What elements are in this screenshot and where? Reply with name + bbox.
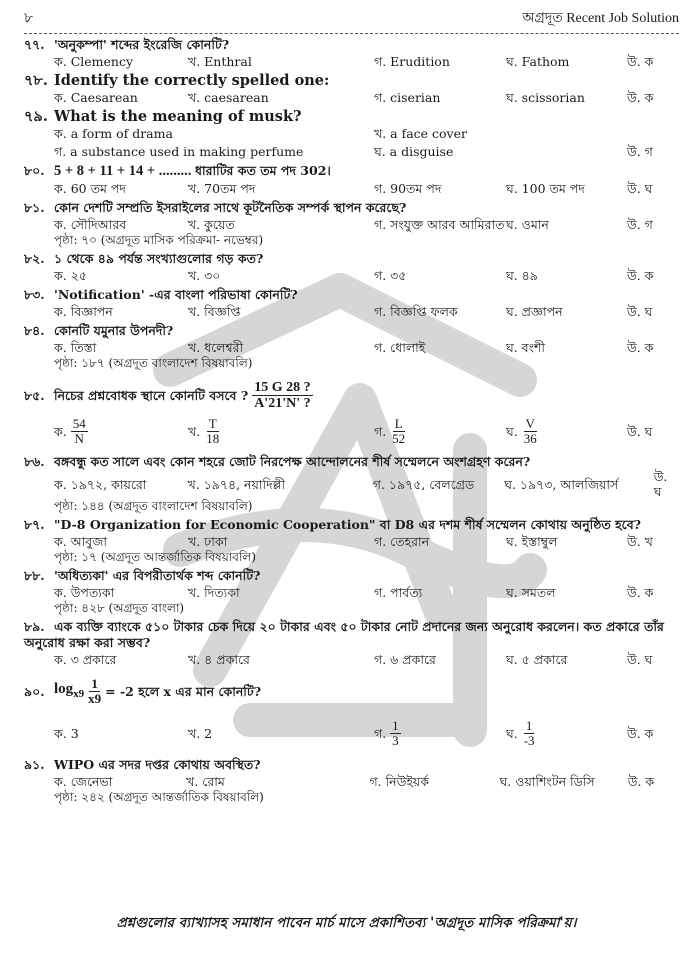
page-reference: পৃষ্ঠা: ২৪২ (অগ্রদূত আন্তর্জাতিক বিষয়াবলি) bbox=[54, 790, 264, 804]
option-d: ঘ. 100 তম পদ bbox=[506, 180, 585, 196]
option-a: ক. $\frac{54}{N}$ bbox=[54, 415, 86, 446]
letter-code-fraction bbox=[252, 380, 312, 411]
option-d: ঘ. ১৯৭৩, আলজিয়ার্স bbox=[504, 476, 619, 492]
question-91: ৯১. WIPO এর সদর দপ্তর কোথায় অবস্থিত? ক. জেনেভা খ. রোম গ. নিউইয়র্ক ঘ. ওয়াশিংটন ডিসি উ. ক পৃষ্ঠা: ২৪২ (অগ্রদূত আন্তর্জাতিক বিষয়াবলি) bbox=[24, 754, 679, 805]
question-text: Identify the correctly spelled one: bbox=[54, 72, 330, 89]
page-footer-note: প্রশ্নগুলোর ব্যাখ্যাসহ সমাধান পাবেন মার্চ মাসে প্রকাশিতব্য 'অগ্রদূত মাসিক পরিক্রমা'য়। bbox=[116, 915, 577, 931]
option-c: গ. ৩৫ bbox=[374, 267, 407, 283]
option-b: খ. ৪ প্রকারে bbox=[188, 651, 250, 667]
question-82: ৮২. ১ থেকে ৪৯ পর্যন্ত সংখ্যাগুলোর গড় কত? ক. ২৫ খ. ৩০ গ. ৩৫ ঘ. ৪৯ উ. ক bbox=[24, 248, 679, 284]
option-c: গ. নিউইয়র্ক bbox=[369, 773, 429, 789]
answer: উ. ক bbox=[627, 89, 654, 105]
option-c: গ. 90তম পদ bbox=[374, 180, 442, 196]
log-expression: $\log_{x9}$ bbox=[54, 680, 85, 700]
option-a: ক. 60 তম পদ bbox=[54, 180, 126, 196]
option-a: ক. সৌদিআরব bbox=[54, 216, 127, 232]
option-a: ক. 3 bbox=[54, 725, 79, 741]
option-a: ক. জেনেভা bbox=[54, 773, 113, 789]
question-text: ধারাটির কত তম পদ 302। bbox=[195, 163, 331, 178]
answer: উ. খ bbox=[627, 533, 653, 549]
option-b: খ. ১৯৭৪, নয়াদিল্লী bbox=[187, 476, 286, 492]
page-reference: পৃষ্ঠা: ৭০ (অগ্রদূত মাসিক পরিক্রমা- নভেম্বর) bbox=[54, 233, 264, 247]
question-text: নিচের প্রশ্নবোধক স্থানে কোনটি বসবে ? bbox=[54, 388, 249, 403]
question-85: ৮৫. নিচের প্রশ্নবোধক স্থানে কোনটি বসবে ? $\frac{15 G 28 ?}{A'21'N' ?}$ ক. $\frac{54}{N}$ খ. $\frac{T}{18}$ গ. $\frac{L}{52}$ ঘ. $\frac{V}{36}$ উ. ঘ bbox=[24, 377, 679, 451]
brand-title: অগ্রদূত Recent Job Solution bbox=[522, 11, 679, 26]
option-c: গ. তেহরান bbox=[374, 533, 430, 549]
answer: উ. ক bbox=[627, 584, 654, 600]
option-b: খ. ঢাকা bbox=[188, 533, 228, 549]
option-a: ক. তিস্তা bbox=[54, 339, 97, 355]
question-77: ৭৭. 'অনুকম্পা' শব্দের ইংরেজি কোনটি? ক. Clemency খ. Enthral গ. Erudition ঘ. Fathom উ. ক bbox=[24, 34, 679, 70]
question-text: = -2 হলে x এর মান কোনটি? bbox=[105, 684, 262, 699]
option-d: ঘ. a disguise bbox=[374, 143, 454, 159]
option-b: খ. কুয়েত bbox=[188, 216, 235, 232]
option-d: ঘ. $\frac{1}{-3}$ bbox=[506, 717, 535, 748]
answer: উ. ক bbox=[627, 53, 654, 69]
question-80: ৮০. 5 + 8 + 11 + 14 + ......... ধারাটির কত তম পদ 302। ক. 60 তম পদ খ. 70তম পদ গ. 90তম পদ ঘ. 100 তম পদ উ. ঘ bbox=[24, 160, 679, 197]
option-b: খ. a face cover bbox=[374, 125, 467, 141]
question-87: ৮৭. "D-8 Organization for Economic Cooperation" বা D8 এর দশম শীর্ষ সম্মেলন কোথায় অনুষ্ঠিত হবে? ক. আবুজা খ. ঢাকা গ. তেহরান ঘ. ইস্তাম্বুল উ. খ পৃষ্ঠা: ১৭ (অগ্রদূত আন্তর্জাতিক বিষয়াবলি) bbox=[24, 514, 679, 565]
question-text: 'অনুকম্পা' শব্দের ইংরেজি কোনটি? bbox=[54, 37, 230, 52]
log-fraction: $\frac{1}{x9}$ bbox=[88, 676, 102, 706]
option-c: গ. ১৯৭৫, বেলগ্রেড bbox=[372, 476, 475, 492]
option-b: খ. 70তম পদ bbox=[188, 180, 256, 196]
answer: উ. ক bbox=[627, 267, 654, 283]
option-a: ক. ১৯৭২, কায়রো bbox=[54, 476, 147, 492]
option-c: গ. পার্বত্য bbox=[374, 584, 423, 600]
question-89: ৮৯. এক ব্যক্তি ব্যাংকে ৫১০ টাকার চেক দিয়ে ২০ টাকার এবং ৫০ টাকার নোট প্রদানের জন্য অনুরোধ করলেন। কত প্রকারে তাঁর অনুরোধ রক্ষা করা সম্ভব? ক. ৩ প্রকারে খ. ৪ প্রকারে গ. ৬ প্রকারে ঘ. ৫ প্রকারে উ. ঘ bbox=[24, 616, 679, 668]
option-b: খ. দিত্যকা bbox=[188, 584, 240, 600]
option-d: ঘ. ৫ প্রকারে bbox=[506, 651, 568, 667]
page-number: ৮ bbox=[24, 10, 34, 26]
question-text: "D-8 Organization for Economic Cooperation" বা D8 এর দশম শীর্ষ সম্মেলন কোথায় অনুষ্ঠিত হবে? bbox=[54, 517, 641, 532]
option-b: খ. রোম bbox=[186, 773, 225, 789]
option-a: ক. উপত্যকা bbox=[54, 584, 115, 600]
option-a: ক. আবুজা bbox=[54, 533, 108, 549]
option-d: ঘ. প্রজ্ঞাপন bbox=[506, 303, 563, 319]
code-bottom: A'21'N' ? bbox=[254, 396, 311, 411]
option-c: গ. $\frac{L}{52}$ bbox=[374, 415, 406, 446]
option-d: ঘ. সমতল bbox=[506, 584, 556, 600]
option-d: ঘ. $\frac{V}{36}$ bbox=[506, 415, 537, 446]
option-b: খ. Enthral bbox=[188, 53, 252, 69]
answer: উ. ক bbox=[627, 725, 654, 741]
option-a: ক. ২৫ bbox=[54, 267, 87, 283]
question-79: ৭৯. What is the meaning of musk? ক. a form of drama খ. a face cover গ. a substance used in making perfume ঘ. a disguise উ. গ bbox=[24, 106, 679, 160]
answer: উ. ঘ bbox=[653, 469, 668, 499]
option-b: খ. $\frac{T}{18}$ bbox=[188, 415, 220, 446]
option-a: ক. Caesarean bbox=[54, 89, 138, 105]
option-a: ক. Clemency bbox=[54, 53, 134, 69]
option-d: ঘ. ওয়াশিংটন ডিসি bbox=[499, 773, 595, 789]
question-text: WIPO এর সদর দপ্তর কোথায় অবস্থিত? bbox=[54, 757, 261, 772]
answer: উ. ক bbox=[627, 773, 655, 789]
question-84: ৮৪. কোনটি যমুনার উপনদী? ক. তিস্তা খ. ধলেশ্বরী গ. ধোলাই ঘ. বংশী উ. ক পৃষ্ঠা: ১৮৭ (অগ্রদূত বাংলাদেশ বিষয়াবলি) bbox=[24, 320, 679, 371]
option-c: গ. ধোলাই bbox=[374, 339, 426, 355]
question-81: ৮১. কোন দেশটি সম্প্রতি ইসরাইলের সাথে কূটনৈতিক সম্পর্ক স্থাপন করেছে? ক. সৌদিআরব খ. কুয়েত গ. সংযুক্ত আরব আমিরাত ঘ. ওমান উ. গ পৃষ্ঠা: ৭০ (অগ্রদূত মাসিক পরিক্রমা- নভেম্বর) bbox=[24, 197, 679, 248]
option-d: ঘ. scissorian bbox=[506, 89, 585, 105]
option-c: গ. Erudition bbox=[374, 53, 450, 69]
question-text: 'অধিত্যকা' এর বিপরীতার্থক শব্দ কোনটি? bbox=[54, 568, 261, 583]
page-reference: পৃষ্ঠা: ১৭ (অগ্রদূত আন্তর্জাতিক বিষয়াবলি) bbox=[54, 550, 257, 564]
answer: উ. ঘ bbox=[627, 303, 653, 319]
question-text-continued: অনুরোধ রক্ষা করা সম্ভব? bbox=[24, 635, 151, 650]
option-c: গ. ৬ প্রকারে bbox=[374, 651, 436, 667]
option-b: খ. 2 bbox=[188, 725, 213, 741]
question-text: কোন দেশটি সম্প্রতি ইসরাইলের সাথে কূটনৈতিক সম্পর্ক স্থাপন করেছে? bbox=[54, 200, 407, 215]
option-b: খ. ধলেশ্বরী bbox=[188, 339, 244, 355]
option-d: ঘ. ইস্তাম্বুল bbox=[506, 533, 558, 549]
page-reference: পৃষ্ঠা: ৪২৮ (অগ্রদূত বাংলা) bbox=[54, 601, 185, 615]
option-b: খ. বিজ্ঞপ্তি bbox=[188, 303, 241, 319]
option-b: খ. caesarean bbox=[188, 89, 269, 105]
option-d: ঘ. বংশী bbox=[506, 339, 545, 355]
question-78: ৭৮. Identify the correctly spelled one: ক. Caesarean খ. caesarean গ. ciserian ঘ. scissorian উ. ক bbox=[24, 70, 679, 106]
option-d: ঘ. ওমান bbox=[506, 216, 549, 232]
question-86: ৮৬. বঙ্গবন্ধু কত সালে এবং কোন শহরে জোট নিরপেক্ষ আন্দোলনের শীর্ষ সম্মেলনে অংশগ্রহণ করেন? ক. ১৯৭২, কায়রো খ. ১৯৭৪, নয়াদিল্লী গ. ১৯৭৫, বেলগ্রেড ঘ. ১৯৭৩, আলজিয়ার্স উ. ঘ পৃষ্ঠা: ১৪৪ (অগ্রদূত বাংলাদেশ বিষয়াবলি) bbox=[24, 451, 679, 514]
option-c: গ. $\frac{1}{3}$ bbox=[374, 717, 399, 748]
question-text: বঙ্গবন্ধু কত সালে এবং কোন শহরে জোট নিরপেক্ষ আন্দোলনের শীর্ষ সম্মেলনে অংশগ্রহণ করেন? bbox=[54, 454, 531, 469]
option-d: ঘ. Fathom bbox=[506, 53, 570, 69]
option-c: গ. সংযুক্ত আরব আমিরাত bbox=[374, 216, 505, 232]
page-reference: পৃষ্ঠা: ১৮৭ (অগ্রদূত বাংলাদেশ বিষয়াবলি) bbox=[54, 356, 253, 370]
page-reference: পৃষ্ঠা: ১৪৪ (অগ্রদূত বাংলাদেশ বিষয়াবলি) bbox=[54, 499, 253, 513]
code-top: 15 G 28 ? bbox=[254, 380, 311, 395]
answer: উ. ঘ bbox=[627, 180, 653, 196]
question-text: এক ব্যক্তি ব্যাংকে ৫১০ টাকার চেক দিয়ে ২০ টাকার এবং ৫০ টাকার নোট প্রদানের জন্য অনুরোধ করলেন। কত প্রকারে তাঁর bbox=[54, 619, 664, 634]
option-a: ক. a form of drama bbox=[54, 125, 173, 141]
option-c: গ. ciserian bbox=[374, 89, 441, 105]
answer: উ. ঘ bbox=[627, 651, 653, 667]
option-c: গ. বিজ্ঞপ্তি ফলক bbox=[374, 303, 458, 319]
question-83: ৮৩. 'Notification' -এর বাংলা পরিভাষা কোনটি? ক. বিজ্ঞাপন খ. বিজ্ঞপ্তি গ. বিজ্ঞপ্তি ফলক ঘ. প্রজ্ঞাপন উ. ঘ bbox=[24, 284, 679, 320]
question-88: ৮৮. 'অধিত্যকা' এর বিপরীতার্থক শব্দ কোনটি? ক. উপত্যকা খ. দিত্যকা গ. পার্বত্য ঘ. সমতল উ. ক পৃষ্ঠা: ৪২৮ (অগ্রদূত বাংলা) bbox=[24, 565, 679, 616]
option-a: ক. ৩ প্রকারে bbox=[54, 651, 117, 667]
question-text: What is the meaning of musk? bbox=[54, 108, 302, 125]
option-c: গ. a substance used in making perfume bbox=[54, 143, 304, 159]
option-a: ক. বিজ্ঞাপন bbox=[54, 303, 113, 319]
answer: উ. ঘ bbox=[627, 423, 653, 439]
page-header bbox=[24, 0, 679, 34]
answer: উ. ক bbox=[627, 339, 654, 355]
option-b: খ. ৩০ bbox=[188, 267, 221, 283]
series-expression: 5 + 8 + 11 + 14 + ......... bbox=[54, 163, 195, 179]
option-d: ঘ. ৪৯ bbox=[506, 267, 538, 283]
question-text: কোনটি যমুনার উপনদী? bbox=[54, 323, 174, 338]
question-text: 'Notification' -এর বাংলা পরিভাষা কোনটি? bbox=[54, 287, 298, 302]
answer: উ. গ bbox=[627, 143, 653, 159]
question-text: ১ থেকে ৪৯ পর্যন্ত সংখ্যাগুলোর গড় কত? bbox=[54, 251, 264, 266]
question-90: ৯০. $\log_{x9}$ $\frac{1}{x9}$ = -2 হলে x এর মান কোনটি? ক. 3 খ. 2 গ. $\frac{1}{3}$ ঘ. $\frac{1}{-3}$ উ. ক bbox=[24, 674, 679, 754]
answer: উ. গ bbox=[627, 216, 653, 232]
